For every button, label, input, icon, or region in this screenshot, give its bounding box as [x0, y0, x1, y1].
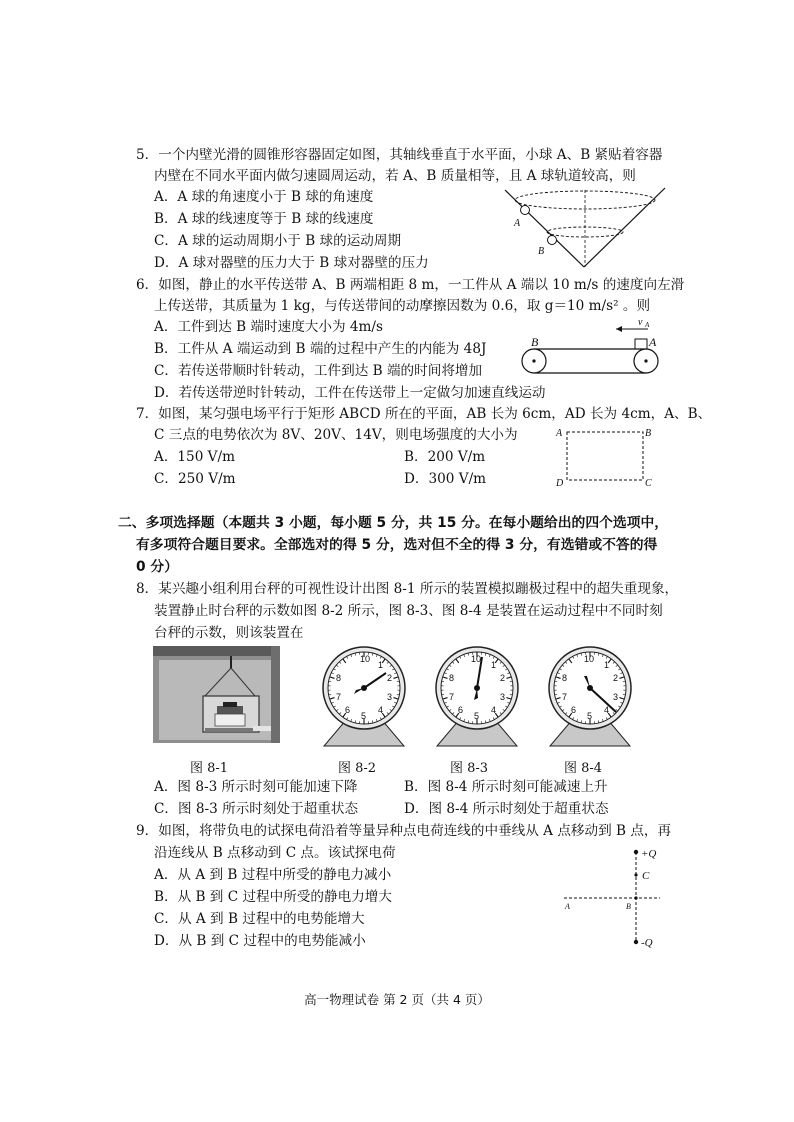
dial-number: 6	[458, 705, 464, 715]
q9-stem-line1: 9．如图，将带负电的试探电荷沿着等量异种点电荷连线的中垂线从 A 点移动到 B 点，再	[136, 823, 672, 839]
dial-number: 8	[562, 673, 568, 683]
dial-number: 6	[571, 705, 577, 715]
fig8-2-caption: 图 8-2	[338, 761, 377, 776]
q8-option-c: C．图 8-3 所示时刻处于超重状态	[154, 801, 359, 817]
q8-option-b: B．图 8-4 所示时刻可能减速上升	[404, 779, 608, 795]
fig8-4-scale	[540, 640, 640, 748]
q5-option-c: C．A 球的运动周期小于 B 球的运动周期	[154, 233, 402, 249]
q5-stem-line1: 5．一个内壁光滑的圆锥形容器固定如图，其轴线垂直于水平面，小球 A、B 紧贴着容器	[136, 147, 663, 163]
fig8-4-caption: 图 8-4	[564, 761, 603, 776]
section2-line3: 0 分）	[136, 559, 178, 575]
q7-label-a: A	[556, 428, 563, 439]
q8-stem-line3: 台秤的示数，则该装置在	[154, 625, 304, 641]
q9-label-a: A	[565, 902, 570, 911]
q5-cone-figure	[500, 182, 670, 274]
q7-option-c: C．250 V/m	[154, 471, 236, 487]
q9-label-b: B	[626, 902, 631, 911]
q8-stem-line1: 8．某兴趣小组利用台秤的可视性设计出图 8-1 所示的装置模拟蹦极过程中的超失重现象，	[136, 581, 679, 597]
q6-option-c: C．若传送带顺时针转动，工件到达 B 端的时间将增加	[154, 363, 483, 379]
dial-number: 10	[471, 654, 482, 664]
dial-number: 2	[387, 673, 393, 683]
dial-number: 10	[360, 654, 371, 664]
dial-number: 7	[562, 692, 568, 702]
q6-option-a: A．工件到达 B 端时速度大小为 4m/s	[154, 319, 383, 335]
fig8-1-photo	[153, 646, 280, 743]
q9-stem-line2: 沿连线从 B 点移动到 C 点。该试探电荷	[154, 845, 396, 861]
dial-number: 3	[613, 692, 619, 702]
fig8-1-caption: 图 8-1	[190, 761, 229, 776]
dial-number: 3	[500, 692, 506, 702]
dial-number: 3	[387, 692, 393, 702]
fig8-3-scale	[427, 640, 527, 748]
dial-number: 8	[336, 673, 342, 683]
q8-option-a: A．图 8-3 所示时刻可能加速下降	[154, 779, 358, 795]
q5-stem-line2: 内壁在不同水平面内做匀速圆周运动，若 A、B 质量相等，且 A 球轨道较高，则	[154, 168, 636, 184]
q6-label-v: v	[638, 317, 643, 328]
q7-rectangle-figure	[552, 424, 662, 490]
q7-label-d: D	[556, 478, 564, 489]
dial-number: 8	[449, 673, 455, 683]
q9-option-d: D．从 B 到 C 过程中的电势能减小	[154, 933, 366, 949]
q6-stem-line1: 6．如图，静止的水平传送带 A、B 两端相距 8 m，一工件从 A 端以 10 m/s 的速度向左滑	[136, 277, 685, 293]
q7-option-a: A．150 V/m	[154, 449, 235, 465]
dial-number: 1	[604, 660, 610, 670]
q7-stem-line2: C 三点的电势依次为 8V、20V、14V，则电场强度的大小为	[154, 427, 518, 443]
section2-line1: 二、多项选择题（本题共 3 小题，每小题 5 分，共 15 分。在每小题给出的四个选项中，	[118, 515, 669, 531]
q9-label-minus-q: -Q	[641, 937, 653, 949]
q9-option-c: C．从 A 到 B 过程中的电势能增大	[154, 911, 365, 927]
q5-label-b: B	[538, 246, 545, 257]
dial-number: 2	[613, 673, 619, 683]
dial-number: 1	[491, 660, 497, 670]
dial-number: 6	[345, 705, 351, 715]
dial-number: 4	[604, 705, 610, 715]
q5-label-a: A	[514, 218, 521, 229]
q6-option-d: D．若传送带逆时针转动，工件在传送带上一定做匀加速直线运动	[154, 385, 546, 401]
q6-label-v-sub: A	[645, 321, 650, 329]
dial-number: 7	[449, 692, 455, 702]
dial-number: 5	[474, 711, 480, 721]
dial-number: 5	[587, 711, 593, 721]
dial-number: 10	[584, 654, 595, 664]
q5-option-a: A．A 球的角速度小于 B 球的角速度	[154, 189, 374, 205]
dial-number: 2	[500, 673, 506, 683]
q7-option-d: D．300 V/m	[404, 471, 487, 487]
q6-option-b: B．工件从 A 端运动到 B 端的过程中产生的内能为 48J	[154, 341, 487, 357]
q6-label-b: B	[531, 335, 539, 349]
q5-option-b: B．A 球的线速度等于 B 球的线速度	[154, 211, 374, 227]
q6-label-a: A	[649, 335, 657, 349]
q9-option-a: A．从 A 到 B 过程中所受的静电力减小	[154, 867, 392, 883]
fig8-3-caption: 图 8-3	[450, 761, 489, 776]
q6-stem-line2: 上传送带，其质量为 1 kg，与传送带间的动摩擦因数为 0.6，取 g＝10 m/s² 。则	[154, 298, 651, 314]
dial-number: 7	[336, 692, 342, 702]
dial-number: 1	[378, 660, 384, 670]
dial-number: 4	[491, 705, 497, 715]
section2-line2: 有多项符合题目要求。全部选对的得 5 分，选对但不全的得 3 分，有选错或不答的得	[136, 537, 658, 553]
q7-stem-line1: 7．如图，某匀强电场平行于矩形 ABCD 所在的平面，AB 长为 6cm，AD 长为 4cm，A、B、	[136, 406, 712, 422]
q6-conveyor-figure	[516, 312, 666, 378]
q9-option-b: B．从 B 到 C 过程中所受的静电力增大	[154, 889, 392, 905]
q7-option-b: B．200 V/m	[404, 449, 486, 465]
dial-number: 5	[361, 711, 367, 721]
q7-label-c: C	[645, 478, 652, 489]
fig8-2-scale	[314, 640, 414, 748]
q7-label-b: B	[645, 428, 652, 439]
q9-charges-figure	[556, 840, 666, 952]
q8-stem-line2: 装置静止时台秤的示数如图 8-2 所示，图 8-3、图 8-4 是装置在运动过程中不同时刻	[154, 603, 663, 619]
page-footer: 高一物理试卷 第 2 页（共 4 页）	[304, 992, 490, 1007]
q9-label-plus-q: +Q	[641, 848, 657, 860]
q9-label-c: C	[642, 870, 650, 882]
q5-option-d: D．A 球对器壁的压力大于 B 球对器壁的压力	[154, 255, 429, 271]
q8-option-d: D．图 8-4 所示时刻处于超重状态	[404, 801, 609, 817]
dial-number: 4	[378, 705, 384, 715]
